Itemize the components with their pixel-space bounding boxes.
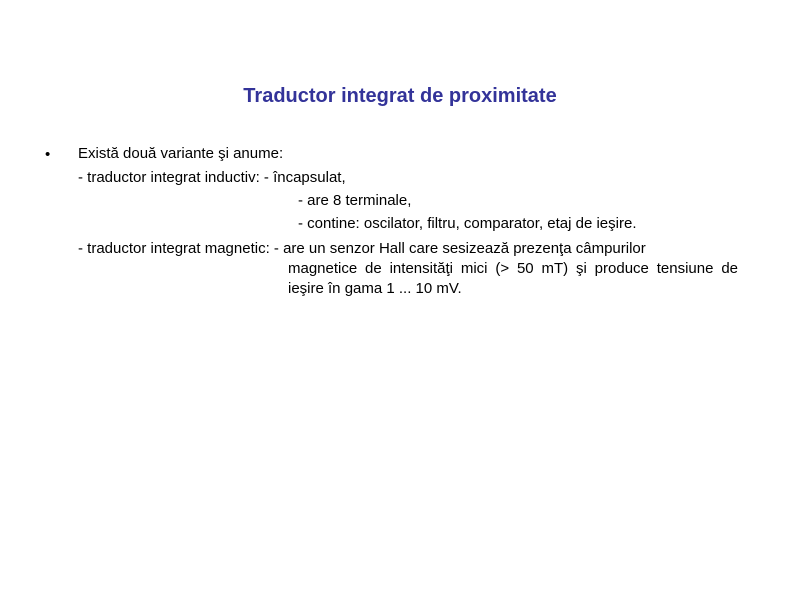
inductive-contents-item: - contine: oscilator, filtru, comparator, etaj de ieşire. (298, 215, 637, 232)
inductive-terminals-item: - are 8 terminale, (298, 192, 412, 209)
magnetic-variant-line: - traductor integrat magnetic: - are un senzor Hall care sesizează prezenţa câmpurilor (78, 240, 646, 257)
inductive-variant-line: - traductor integrat inductiv: - încapsulat, (78, 169, 346, 186)
bullet-marker: • (45, 146, 51, 163)
magnetic-variant-continuation: magnetice de intensităţi mici (> 50 mT) şi produce tensiune de ieşire în gama 1 ... 10 mV. (288, 260, 738, 297)
intro-text: Există două variante şi anume: (78, 145, 284, 162)
slide-title: Traductor integrat de proximitate (243, 85, 557, 107)
